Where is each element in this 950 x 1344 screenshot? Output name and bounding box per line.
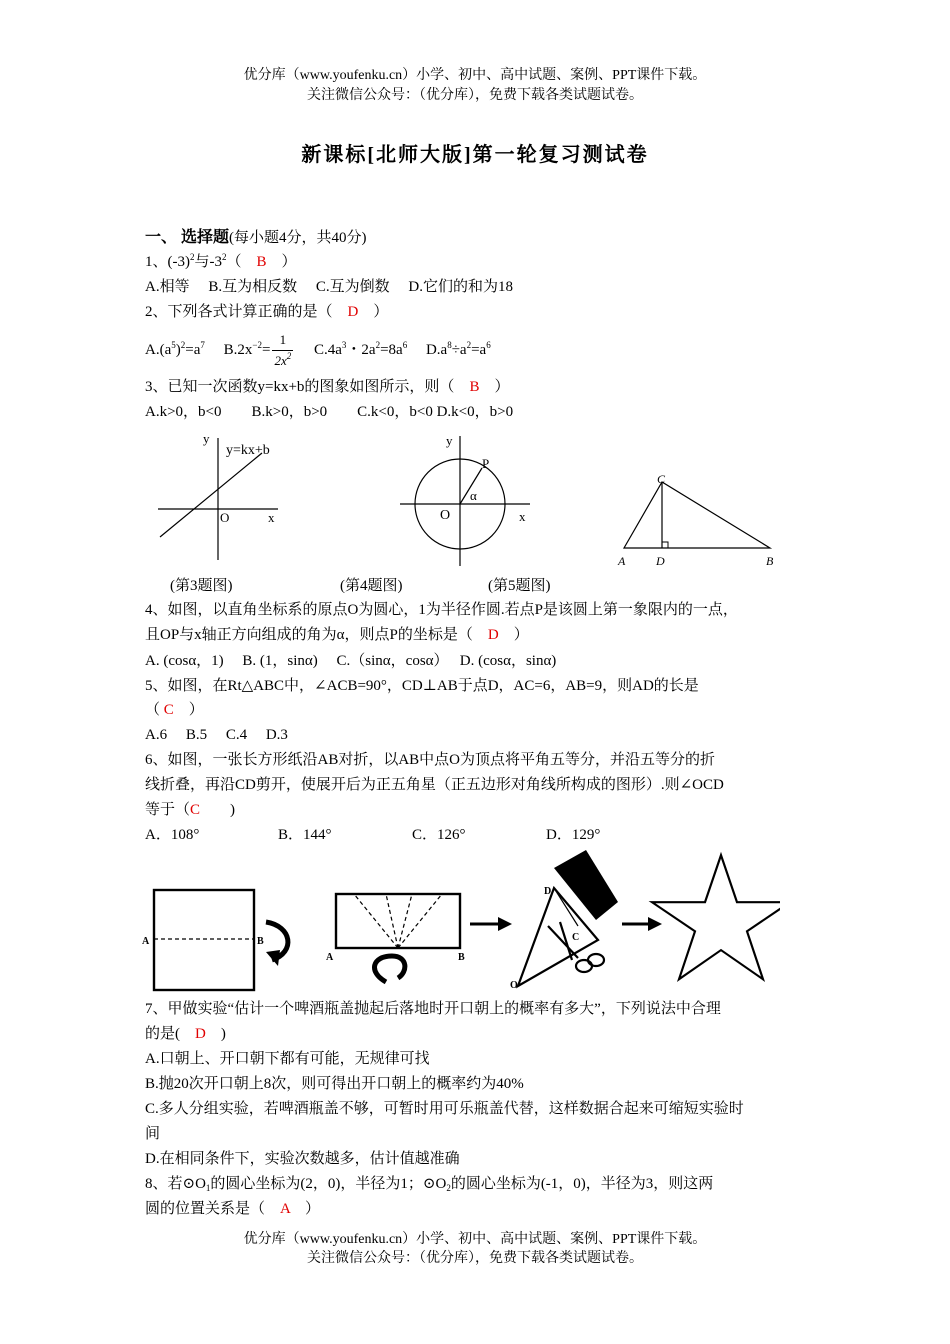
q5-line1: 5、如图，在Rt△ABC中，∠ACB=90°，CD⊥AB于点D，AC=6，AB=9，则AD的长是 xyxy=(145,678,699,694)
q7-option-d: D.在相同条件下，实验次数越多，估计值越准确 xyxy=(145,1151,460,1167)
q5-line2: （ C ） xyxy=(145,702,204,718)
page-header-line2: 关注微信公众号：（优分库），免费下载各类试题试卷。 xyxy=(307,88,643,103)
q7-option-b: B.抛20次开口朝上8次，则可得出开口朝上的概率约为40% xyxy=(145,1076,524,1092)
page-title: 新课标[北师大版]第一轮复习测试卷 xyxy=(301,144,649,166)
d-label: D xyxy=(656,554,665,568)
q6-line3: 等于（C ) xyxy=(145,802,236,818)
five-point-star xyxy=(652,855,780,979)
q6-answer: C xyxy=(190,802,201,818)
q7-line1: 7、甲做实验“估计一个啤酒瓶盖抛起后落地时开口朝上的概率有多大”，下列说法中合理 xyxy=(145,1001,721,1017)
b-label: B xyxy=(766,554,774,568)
figure-3-caption: (第3题图) xyxy=(170,578,233,594)
p-label: P xyxy=(482,456,490,471)
figure-6-paper-folding xyxy=(140,848,780,993)
rotate-arrow-icon xyxy=(375,956,405,982)
figure-5-right-triangle xyxy=(612,470,782,570)
figure-3-linear-graph xyxy=(150,428,290,563)
q2-answer: D xyxy=(347,304,359,320)
a-label: A xyxy=(618,554,626,568)
q6-option-c: C．126° xyxy=(412,827,466,843)
figure-4-caption: (第4题图) xyxy=(340,578,403,594)
c-label: C xyxy=(572,932,580,943)
q3-stem: 3、已知一次函数y=kx+b的图象如图所示，则（ B ） xyxy=(145,379,510,395)
a-label-2: A xyxy=(326,952,334,963)
figure-5-caption: (第5题图) xyxy=(488,578,551,594)
q6-option-d: D．129° xyxy=(546,827,601,843)
alpha-label: α xyxy=(470,488,477,503)
q7-line2: 的是( D ) xyxy=(145,1026,226,1042)
q4-line2: 且OP与x轴正方向组成的角为α，则点P的坐标是（ D ） xyxy=(145,627,529,643)
section-heading: 一、 选择题(每小题4分，共40分) xyxy=(145,229,367,246)
o-label: O xyxy=(510,980,518,991)
q5-options: A.6 B.5 C.4 D.3 xyxy=(145,727,288,743)
page-footer-line2: 关注微信公众号：（优分库），免费下载各类试题试卷。 xyxy=(307,1251,643,1266)
q7-option-a: A.口朝上、开口朝下都有可能，无规律可找 xyxy=(145,1051,430,1067)
right-angle-mark xyxy=(662,542,668,548)
origin-label: O xyxy=(440,508,451,523)
b-label-1: B xyxy=(257,936,264,947)
q8-line2: 圆的位置关系是（ A ） xyxy=(145,1201,321,1217)
x-label: x xyxy=(519,509,526,524)
q3-options: A.k>0，b<0 B.k>0，b>0 C.k<0，b<0 D.k<0，b>0 xyxy=(145,404,514,420)
q8-answer: A xyxy=(280,1201,291,1217)
page-header-line1: 优分库（www.youfenku.cn）小学、初中、高中试题、案例、PPT课件下载。 xyxy=(243,68,707,83)
q6-option-a: A．108° xyxy=(145,827,200,843)
q7-answer: D xyxy=(195,1026,206,1042)
q4-options: A. (cosα，1) B. (1，sinα) C.（sinα，cosα） D. (cosα，sinα) xyxy=(145,653,557,669)
q6-line1: 6、如图，一张长方形纸沿AB对折，以AB中点O为顶点将平角五等分，并沿五等分的折 xyxy=(145,752,716,768)
q5-answer: C xyxy=(163,702,174,718)
cut-line-cd xyxy=(554,888,578,926)
line-y-kx-b xyxy=(160,453,262,537)
q1-options: A.相等 B.互为相反数 C.互为倒数 D.它们的和为18 xyxy=(145,279,514,295)
d-label: D xyxy=(544,886,552,897)
q6-line2: 线折叠，再沿CD剪开，使展开后为正五角星（正五边形对角线所构成的图形）.则∠OCD xyxy=(145,777,724,793)
q6-option-b: B．144° xyxy=(278,827,332,843)
function-label: y=kx+b xyxy=(226,443,270,458)
c-label: C xyxy=(657,472,666,486)
y-label: y xyxy=(446,433,453,448)
angle-division-lines xyxy=(354,894,442,948)
x-label: x xyxy=(268,510,275,525)
q4-answer: D xyxy=(487,627,499,643)
q2-options: $A.(a^5)^2=a^7$ $B.2x^{-2}=$ $\frac{1}{2x^2}$ $C.4a^3$・$2a^2=8a^6$ $D.a^8\div a^2=a^6$ xyxy=(145,332,491,368)
fold-arrow-head-icon xyxy=(266,950,280,966)
a-label-1: A xyxy=(142,936,150,947)
q3-answer: B xyxy=(469,379,480,395)
q2-stem: 2、下列各式计算正确的是（ D ） xyxy=(145,304,389,320)
q1-answer: B xyxy=(256,254,267,270)
q7-option-c-line1: C.多人分组实验，若啤酒瓶盖不够，可暂时用可乐瓶盖代替，这样数据合起来可缩短实验时 xyxy=(145,1101,744,1117)
q7-option-c-line2: 间 xyxy=(145,1126,161,1142)
page-footer-line1: 优分库（www.youfenku.cn）小学、初中、高中试题、案例、PPT课件下载。 xyxy=(243,1232,707,1247)
b-label-2: B xyxy=(458,952,465,963)
q8-line1: 8、若$⊙O_1$的圆心坐标为(2，0)，半径为1；$⊙O_2$的圆心坐标为(-1，0)，半径为3，则这两 xyxy=(145,1176,714,1193)
paper-rectangle xyxy=(154,890,254,990)
origin-label: O xyxy=(220,510,230,525)
folded-paper xyxy=(336,894,460,948)
y-label: y xyxy=(203,431,210,446)
q1-stem: 1、$(-3)^2$与$-3^2$（ B ） xyxy=(145,252,297,270)
triangle-abc xyxy=(624,482,770,548)
cut-off-piece xyxy=(554,850,618,920)
q4-line1: 4、如图，以直角坐标系的原点O为圆心，1为半径作圆.若点P是该圆上第一象限内的一点， xyxy=(145,602,738,618)
figure-4-unit-circle xyxy=(398,428,538,568)
